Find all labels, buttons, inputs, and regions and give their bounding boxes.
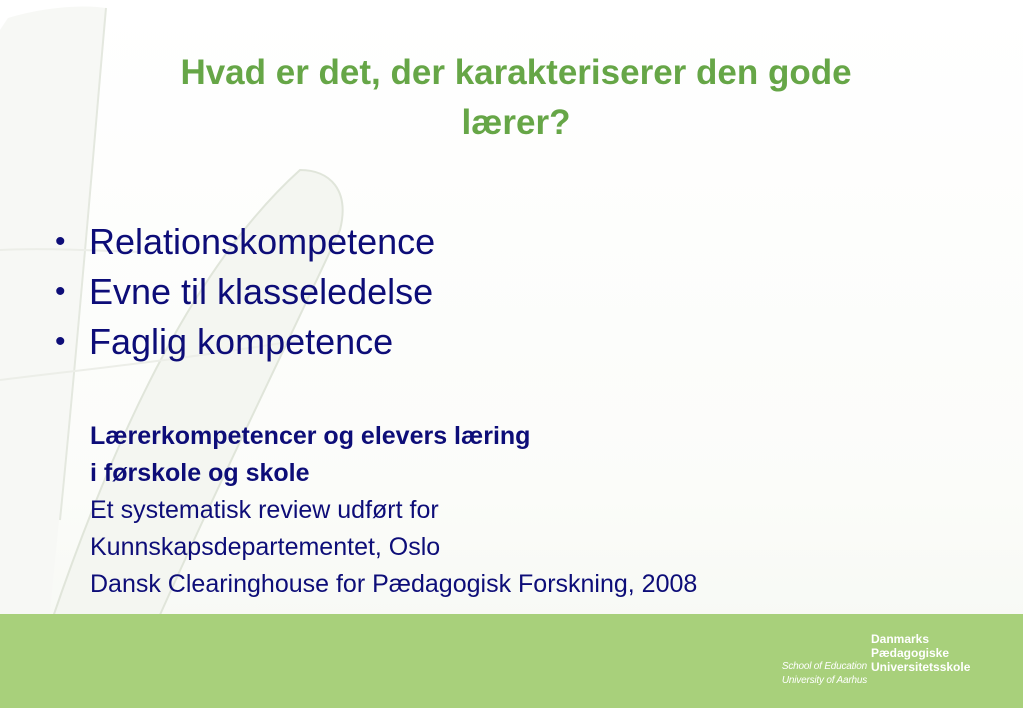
reference-block	[90, 418, 697, 603]
bullet-item	[55, 317, 435, 367]
logo-subtitle	[772, 660, 867, 688]
logo-name-line: Danmarks	[871, 632, 930, 646]
title-line: Hvad er det, der karakteriserer den gode	[180, 53, 852, 92]
reference-subtitle: i førskole og skole	[90, 459, 310, 487]
logo-name	[871, 632, 970, 674]
slide-title	[80, 48, 952, 148]
university-logo	[772, 632, 1002, 692]
logo-name-line: Universitetsskole	[871, 660, 971, 674]
bullet-dot-icon: •	[55, 275, 66, 308]
bullet-text: Faglig kompetence	[89, 321, 394, 362]
reference-line: Kunnskapsdepartementet, Oslo	[90, 533, 441, 561]
bullet-item	[55, 267, 435, 317]
title-line: lærer?	[461, 103, 571, 142]
logo-sub-line: University of Aarhus	[781, 675, 867, 686]
bullet-text: Relationskompetence	[89, 221, 436, 262]
bullet-text: Evne til klasseledelse	[89, 271, 434, 312]
bullet-list	[55, 217, 435, 367]
reference-line: Dansk Clearinghouse for Pædagogisk Forskning, 2008	[90, 570, 698, 598]
bullet-dot-icon: •	[55, 225, 66, 258]
bullet-item	[55, 217, 435, 267]
logo-sub-line: School of Education	[781, 661, 867, 672]
bullet-dot-icon: •	[55, 325, 66, 358]
reference-title: Lærerkompetencer og elevers læring	[90, 422, 531, 450]
reference-line: Et systematisk review udført for	[90, 496, 439, 524]
logo-name-line: Pædagogiske	[871, 646, 950, 660]
